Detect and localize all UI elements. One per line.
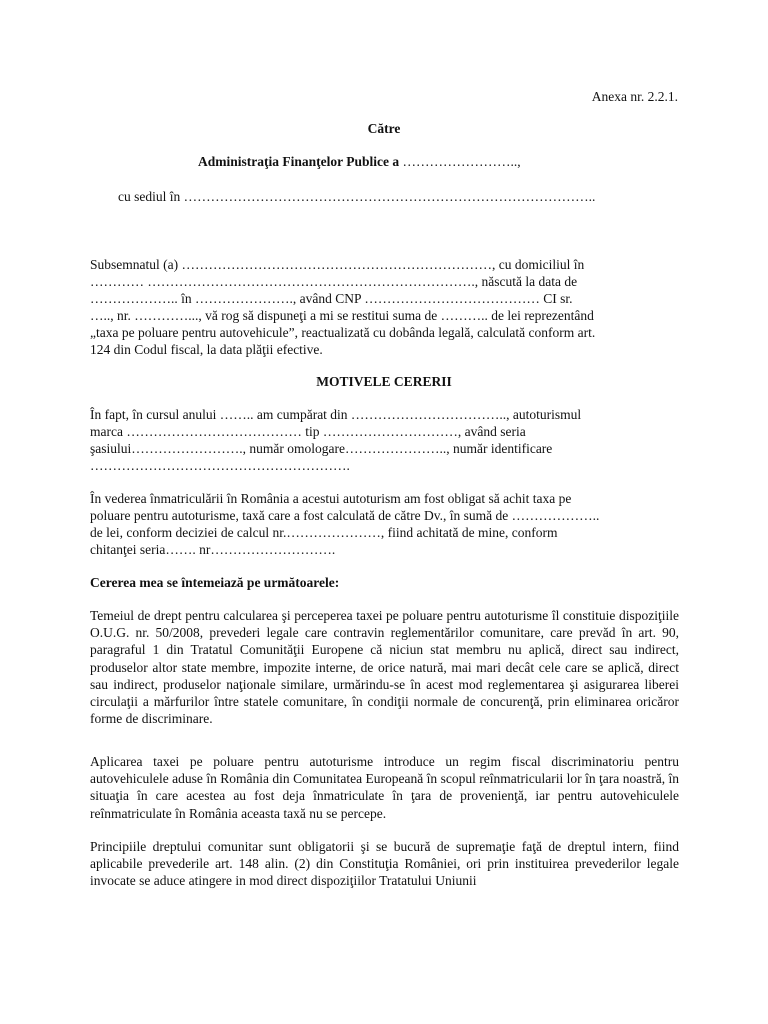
grounds-paragraph-text: Principiile dreptului comunitar sunt obligatorii şi se bucură de supremaţie faţă de dreptul intern, fiind aplicabile prevederile art. 148 alin. (2) din Constituţia României, ori prin instituirea prevederilor legale invocate se aduce atingere in mod direct dispoziţiilor Tratatului Uniunii [90, 839, 679, 889]
registration-line: În vederea înmatriculării în România a acestui autoturism am fost obligat să achit taxa pe [90, 491, 572, 506]
annex-number: Anexa nr. 2.2.1. [591, 89, 678, 104]
grounds-paragraph-text: Temeiul de drept pentru calcularea şi perceperea taxei pe poluare pentru autoturisme îl constituie dispoziţiile O.U.G. nr. 50/2008, prevederi legale care contravin reglementărilor comunitare, care prevăd în art. 90, paragraful 1 din Tratatul Comunităţii Europene că niciun stat membru nu aplică, direct sau indirect, produselor altor state membre, impozite interne, de orice natură, mai mari decât cele care se aplică, direct sau indirect, produselor naţionale similare, urmărindu-se în acest mod reglementarea şi asigurarea liberei circulaţii a mărfurilor între statele comunitare, în condiţii normale de concurenţă, prin eliminarea oricăror forme de discriminare. [90, 608, 679, 727]
intro-line: ……………….. în …………………., având CNP ………………………………… CI sr. [90, 291, 573, 306]
fact-line: şasiului……………………., număr omologare………………….., număr identificare [90, 441, 553, 456]
motives-title: MOTIVELE CERERII [316, 374, 452, 389]
registration-line: poluare pentru autoturisme, taxă care a fost calculată de către Dv., în sumă de ……………….. [90, 508, 600, 523]
intro-line: ….., nr. …………..., vă rog să dispuneţi a mi se restitui suma de ……….. de lei reprezentând [90, 308, 594, 323]
registration-line: chitanţei seria……. nr………………………. [90, 542, 336, 557]
authority-seat: cu sediul în ……………………………………………………………………………….. [118, 189, 596, 204]
intro-line: „taxa pe poluare pentru autovehicule”, reactualizată cu dobânda legală, calculată conform art. [90, 325, 596, 340]
grounds-heading: Cererea mea se întemeiază pe următoarele: [90, 575, 340, 590]
fact-line: În fapt, în cursul anului …….. am cumpărat din …………………………….., autoturismul [90, 407, 582, 422]
intro-line: Subsemnatul (a) ……………………………………………………………, cu domiciliul în [90, 257, 585, 272]
intro-line: ………… ………………………………………………………………., născută la data de [90, 274, 578, 289]
intro-line: 124 din Codul fiscal, la data plăţii efective. [90, 342, 323, 357]
authority-name: Administraţia Finanţelor Publice a [198, 154, 403, 169]
authority-blank: …………………….., [402, 154, 521, 169]
fact-line: …………………………………………………. [90, 458, 350, 473]
grounds-paragraph [90, 607, 679, 727]
grounds-paragraph [90, 838, 679, 890]
fact-line: marca ………………………………… tip …………………………, având seria [90, 424, 526, 439]
grounds-paragraph-text: Aplicarea taxei pe poluare pentru autoturisme introduce un regim fiscal discriminatoriu pentru autovehiculele aduse în România din Comunitatea Europeană în scopul reînmatricularii lor în ţara noastră, în situaţia în care acestea au fost deja înmatriculate în ţara de provenienţă, iar pentru autovehiculele reînmatriculate în România aceasta taxă nu se percepe. [90, 754, 679, 821]
recipient-to: Către [367, 121, 401, 136]
grounds-paragraph [90, 753, 679, 822]
registration-line: de lei, conform deciziei de calcul nr.…………………, fiind achitată de mine, conform [90, 525, 558, 540]
recipient-authority [198, 153, 521, 170]
